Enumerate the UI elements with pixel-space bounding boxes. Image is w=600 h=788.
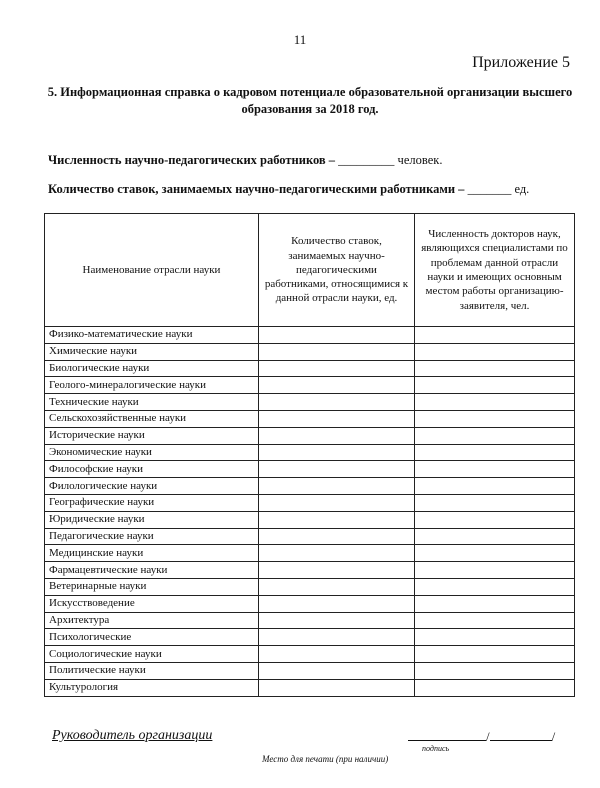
header-field-name: Наименование отрасли науки [45,214,259,327]
field-name-cell: Сельскохозяйственные науки [45,410,259,427]
doctors-count-cell[interactable] [415,679,575,696]
table-row [45,545,575,562]
rates-count-cell[interactable] [259,394,415,411]
doctors-count-cell[interactable] [415,327,575,344]
appendix-label: Приложение 5 [472,54,570,71]
rates-count-cell[interactable] [259,327,415,344]
doctors-count-cell[interactable] [415,343,575,360]
doctors-count-cell[interactable] [415,410,575,427]
rates-count-cell[interactable] [259,427,415,444]
field-name-cell: Медицинские науки [45,545,259,562]
doctors-count-cell[interactable] [415,595,575,612]
field-name-cell: Философские науки [45,461,259,478]
title-line-2: образования за 2018 год. [241,102,379,116]
document-title [40,84,580,118]
doctors-count-cell[interactable] [415,427,575,444]
rates-count-cell[interactable] [259,545,415,562]
rates-count-cell[interactable] [259,511,415,528]
field-name-cell: Экономические науки [45,444,259,461]
doctors-count-cell[interactable] [415,612,575,629]
field-name-cell: Технические науки [45,394,259,411]
staff-count-blank: _________ [338,153,395,167]
rates-count-cell[interactable] [259,494,415,511]
doctors-count-cell[interactable] [415,377,575,394]
field-name-cell: Исторические науки [45,427,259,444]
table-row [45,679,575,696]
table-row [45,461,575,478]
table-row [45,327,575,344]
title-line-1: 5. Информационная справка о кадровом потенциале образовательной организации высшего [47,85,573,99]
table-row [45,511,575,528]
field-name-cell: Искусствоведение [45,595,259,612]
field-name-cell: Фармацевтические науки [45,562,259,579]
doctors-count-cell[interactable] [415,360,575,377]
table-row [45,646,575,663]
table-row [45,410,575,427]
table-row [45,629,575,646]
table-header-row [45,214,575,327]
doctors-count-cell[interactable] [415,461,575,478]
doctors-count-cell[interactable] [415,394,575,411]
rates-count-cell[interactable] [259,478,415,495]
doctors-count-cell[interactable] [415,478,575,495]
signature-line: / / [408,729,555,745]
rates-count-cell[interactable] [259,595,415,612]
rates-count-unit: ед. [514,182,530,196]
table-row [45,494,575,511]
doctors-count-cell[interactable] [415,494,575,511]
table-row [45,444,575,461]
header-rates-count: Количество ставок, занимаемых научно-педагогическими работниками, относящимися к данной отрасли науки, ед. [259,214,415,327]
page-number: 11 [293,32,307,47]
table-row [45,427,575,444]
field-name-cell: Юридические науки [45,511,259,528]
rates-count-cell[interactable] [259,562,415,579]
field-name-cell: Педагогические науки [45,528,259,545]
staff-count-unit: человек. [397,153,443,167]
table-row [45,562,575,579]
table-row [45,612,575,629]
field-name-cell: Географические науки [45,494,259,511]
field-name-cell: Психологические [45,629,259,646]
head-of-organization-label: Руководитель организации [52,728,213,743]
table-row [45,343,575,360]
doctors-count-cell[interactable] [415,444,575,461]
rates-count-cell[interactable] [259,360,415,377]
table-row [45,528,575,545]
rates-count-cell[interactable] [259,410,415,427]
science-fields-table [44,213,575,697]
signature-caption: подпись [422,744,450,753]
rates-count-cell[interactable] [259,444,415,461]
header-doctors-count: Численность докторов наук, являющихся специалистами по проблемам данной отрасли науки и имеющих основным местом работы организацию-заявителя, чел. [415,214,575,327]
table-row [45,578,575,595]
field-name-cell: Физико-математические науки [45,327,259,344]
field-name-cell: Биологические науки [45,360,259,377]
doctors-count-cell[interactable] [415,646,575,663]
doctors-count-cell[interactable] [415,511,575,528]
staff-count-label: Численность научно-педагогических работников – [48,153,336,167]
rates-count-cell[interactable] [259,662,415,679]
field-name-cell: Химические науки [45,343,259,360]
field-name-cell: Культурология [45,679,259,696]
doctors-count-cell[interactable] [415,528,575,545]
field-name-cell: Архитектура [45,612,259,629]
table-row [45,377,575,394]
doctors-count-cell[interactable] [415,662,575,679]
doctors-count-cell[interactable] [415,578,575,595]
table-row [45,595,575,612]
table-row [45,394,575,411]
rates-count-label: Количество ставок, занимаемых научно-педагогическими работниками – [48,182,465,196]
rates-count-cell[interactable] [259,612,415,629]
rates-count-cell[interactable] [259,578,415,595]
rates-count-cell[interactable] [259,343,415,360]
rates-count-cell[interactable] [259,461,415,478]
rates-count-blank: _______ [467,182,512,196]
field-name-cell: Геолого-минералогические науки [45,377,259,394]
field-name-cell: Социологические науки [45,646,259,663]
rates-count-cell[interactable] [259,646,415,663]
doctors-count-cell[interactable] [415,562,575,579]
rates-count-cell[interactable] [259,629,415,646]
table-row [45,360,575,377]
field-name-cell: Политические науки [45,662,259,679]
table-row [45,662,575,679]
doctors-count-cell[interactable] [415,629,575,646]
rates-count-cell[interactable] [259,377,415,394]
staff-count-line [48,153,442,168]
field-name-cell: Ветеринарные науки [45,578,259,595]
rates-count-cell[interactable] [259,679,415,696]
doctors-count-cell[interactable] [415,545,575,562]
rates-count-cell[interactable] [259,528,415,545]
field-name-cell: Филологические науки [45,478,259,495]
stamp-caption: Место для печати (при наличии) [262,754,389,764]
rates-count-line [48,182,529,197]
table-row [45,478,575,495]
